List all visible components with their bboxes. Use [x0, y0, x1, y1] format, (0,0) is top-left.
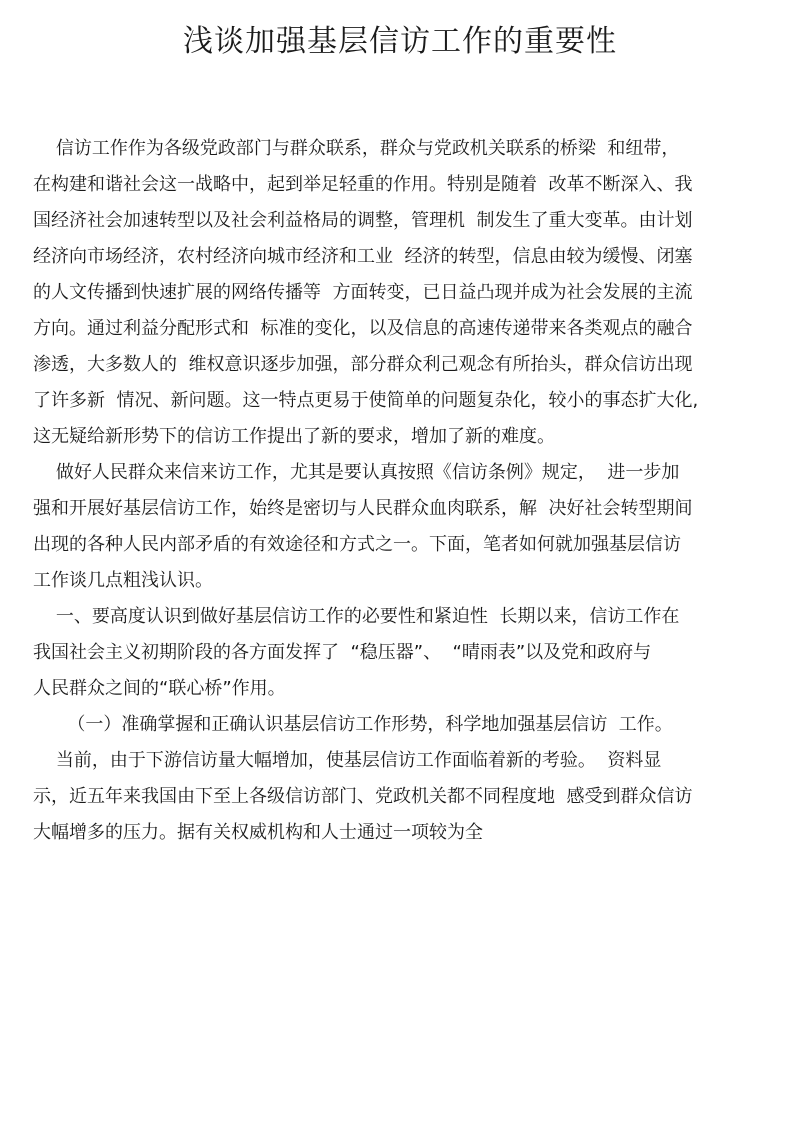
- text-line: 示，近五年来我国由下至上各级信访部门、党政机关都不同程度地 感受到群众信访: [33, 786, 693, 807]
- paragraph-1: [33, 131, 773, 455]
- text-line: 工作谈几点粗浅认识。: [33, 570, 213, 591]
- section-heading: （一）准确掌握和正确认识基层信访工作形势，科学地加强基层信访 工作。: [33, 714, 673, 735]
- text-line: 当前，由于下游信访量大幅增加，使基层信访工作面临着新的考验。 资料显: [33, 750, 662, 771]
- text-line: 我国社会主义初期阶段的各方面发挥了 “稳压器”、 “晴雨表”以及党和政府与: [33, 642, 652, 663]
- text-line: 方向。通过利益分配形式和 标准的变化，以及信息的高速传递带来各类观点的融合: [33, 318, 693, 339]
- text-line: 一、要高度认识到做好基层信访工作的必要性和紧迫性 长期以来，信访工作在: [33, 606, 680, 627]
- text-line: 这无疑给新形势下的信访工作提出了新的要求，增加了新的难度。: [33, 426, 555, 447]
- text-line: 做好人民群众来信来访工作，尤其是要认真按照《信访条例》规定， 进一步加: [33, 462, 680, 483]
- text-line: 国经济社会加速转型以及社会利益格局的调整，管理机 制发生了重大变革。由计划: [33, 210, 693, 231]
- text-line: 信访工作作为各级党政部门与群众联系，群众与党政机关联系的桥梁 和纽带，: [33, 138, 680, 159]
- paragraph-5: [33, 743, 773, 851]
- paragraph-3: [33, 599, 773, 707]
- text-line: 经济向市场经济，农村经济向城市经济和工业 经济的转型，信息由较为缓慢、闭塞: [33, 246, 693, 267]
- text-line: 了许多新 情况、新问题。这一特点更易于使简单的问题复杂化，较小的事态扩大化,: [33, 390, 699, 411]
- text-line: 渗透，大多数人的 维权意识逐步加强，部分群众利己观念有所抬头，群众信访出现: [33, 354, 693, 375]
- paragraph-4-heading: [33, 707, 773, 743]
- text-line: 强和开展好基层信访工作，始终是密切与人民群众血肉联系，解 决好社会转型期间: [33, 498, 693, 519]
- document-body: [33, 131, 773, 851]
- text-line: 的人文传播到快速扩展的网络传播等 方面转变，已日益凸现并成为社会发展的主流: [33, 282, 693, 303]
- text-line: 人民群众之间的“联心桥”作用。: [33, 678, 286, 699]
- text-line: 出现的各种人民内部矛盾的有效途径和方式之一。下面，笔者如何就加强基层信访: [33, 534, 681, 555]
- text-line: 大幅增多的压力。据有关权威机构和人士通过一项较为全: [33, 822, 483, 843]
- paragraph-2: [33, 455, 773, 599]
- page-title: 浅谈加强基层信访工作的重要性: [183, 24, 617, 59]
- text-line: 在构建和谐社会这一战略中，起到举足轻重的作用。特别是随着 改革不断深入、我: [33, 174, 693, 195]
